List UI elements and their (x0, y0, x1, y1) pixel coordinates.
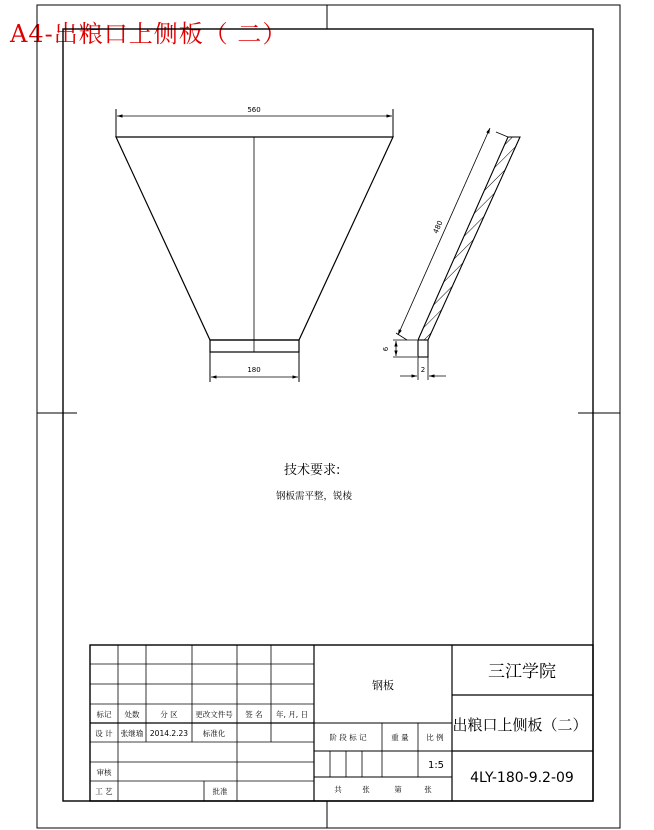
front-view (116, 109, 393, 382)
tb-sheet-no-unit: 张 (424, 785, 432, 794)
tb-approve-label: 批准 (212, 787, 228, 796)
tb-designer: 张继瑜 (120, 729, 144, 738)
tb-standardization-label: 标准化 (202, 729, 226, 738)
tb-stage-mark-label: 阶 段 标 记 (329, 733, 367, 742)
sheet-title: A4-出粮口上侧板（ 二） (10, 20, 288, 48)
tb-header-sign: 签 名 (245, 710, 263, 719)
title-block-text (95, 709, 444, 796)
tb-scale-label: 比 例 (426, 733, 444, 742)
dim-height-label: 6 (382, 346, 390, 352)
tb-sheets-label: 张 (362, 785, 370, 794)
tb-school: 三江学院 (488, 662, 556, 682)
side-view (393, 128, 520, 380)
notes-heading: 技术要求: (284, 463, 341, 478)
notes-text: 钢板需平整，锐棱 (276, 491, 353, 502)
dim-thickness-label: 2 (420, 366, 426, 374)
tb-header-date: 年, 月, 日 (275, 710, 309, 719)
tb-total-label: 共 (334, 785, 342, 794)
tb-header-count: 处数 (124, 710, 140, 719)
tb-weight-label: 重 量 (391, 733, 409, 742)
tb-scale-value: 1:5 (427, 760, 445, 771)
tb-review-label: 审核 (96, 768, 112, 777)
tb-process-label: 工 艺 (95, 787, 113, 796)
tb-part-name: 出粮口上侧板（二） (452, 716, 588, 734)
tb-header-change-doc: 更改文件号 (195, 710, 233, 719)
dim-bottom-label: 180 (247, 366, 261, 374)
tb-header-mark: 标记 (96, 710, 112, 719)
tb-design-label: 设 计 (95, 729, 113, 738)
tb-sheet-no-label: 第 (394, 785, 402, 794)
dim-slant-label: 480 (431, 219, 445, 235)
tb-drawing-no: 4LY-180-9.2-09 (470, 770, 574, 786)
dim-top-label: 560 (247, 106, 261, 114)
tb-material: 钢板 (372, 679, 394, 692)
sheet-border (37, 5, 620, 828)
tb-header-zone: 分 区 (160, 710, 178, 719)
tb-design-date: 2014.2.23 (149, 729, 189, 738)
